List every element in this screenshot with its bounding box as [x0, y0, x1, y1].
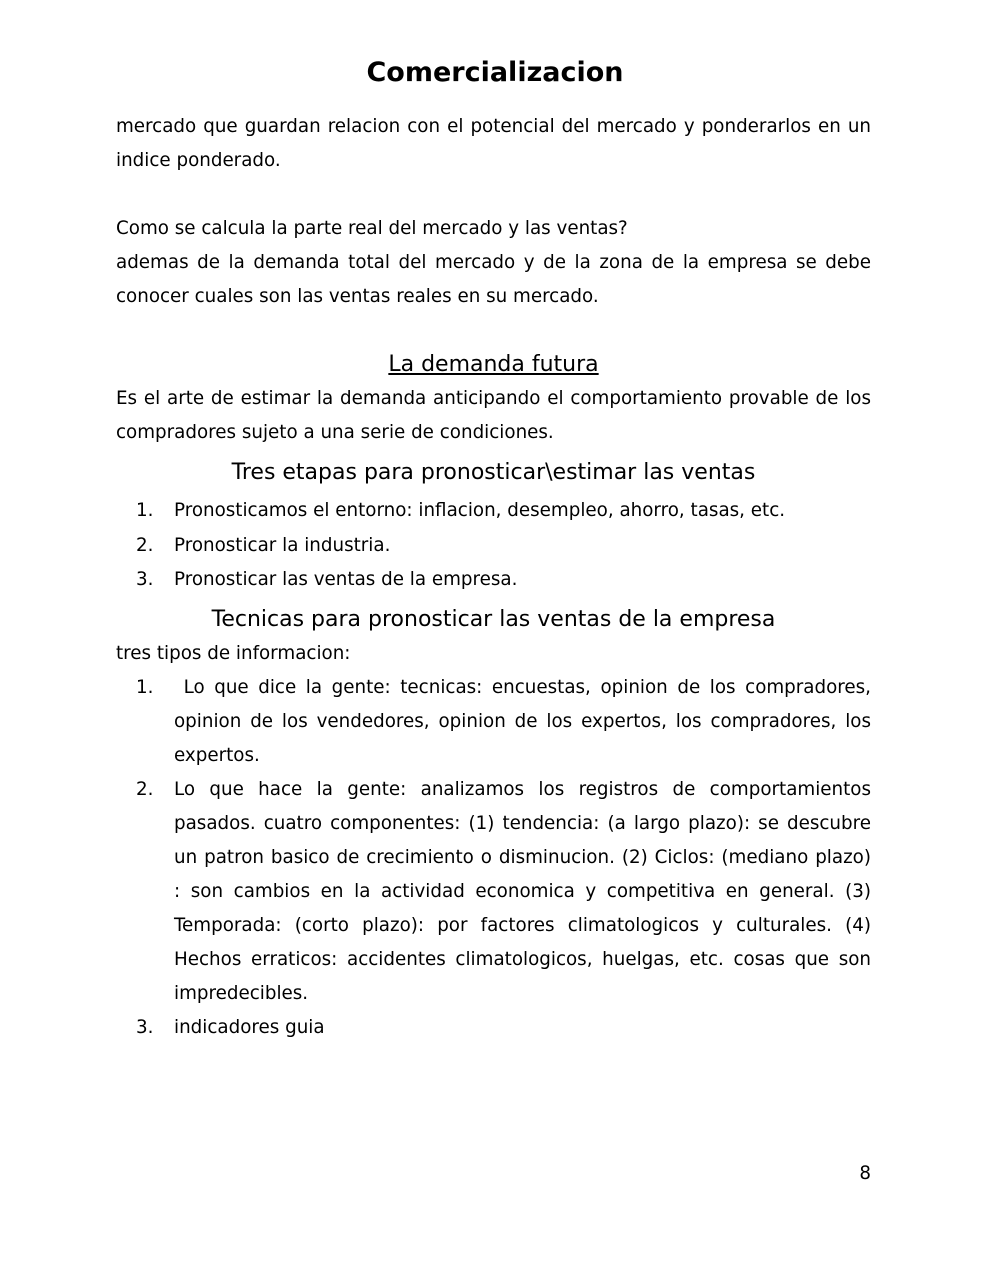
section-heading-tecnicas: Tecnicas para pronosticar las ventas de la empresa	[211, 607, 776, 632]
page-number: 8	[859, 1163, 871, 1184]
section-heading-demanda	[116, 350, 871, 380]
intro-paragraph: mercado que guardan relacion con el potencial del mercado y ponderarlos en un indice ponderado.	[116, 116, 871, 171]
list-item-number: 3.	[136, 569, 154, 590]
list-item-number: 2.	[136, 535, 154, 556]
list-item-text: Pronosticamos el entorno: inflacion, desempleo, ahorro, tasas, etc.	[174, 500, 786, 521]
question-paragraph: Como se calcula la parte real del mercado y las ventas?	[116, 218, 628, 239]
list-item-number: 2.	[136, 779, 154, 800]
list-item-text: Lo que hace la gente: analizamos los registros de comportamientos pasados. cuatro componentes: (1) tendencia: (a largo plazo): se descubre un patron basico de crecimiento o disminucion. (2) Ciclos: (mediano plazo) : son cambios en la actividad economica y competitiva en general. (3) Temporada: (corto plazo): por factores climatologicos y culturales. (4) Hechos erraticos: accidentes climatologicos, huelgas, etc. cosas que son impredecibles.	[174, 779, 871, 1004]
tecnicas-list	[116, 671, 877, 1045]
list-item-text: Lo que dice la gente: tecnicas: encuestas, opinion de los compradores, opinion de los vendedores, opinion de los expertos, los compradores, los expertos.	[174, 677, 877, 766]
page-title: Comercializacion	[366, 57, 624, 88]
list-item	[116, 1011, 871, 1045]
demanda-paragraph: Es el arte de estimar la demanda anticipando el comportamiento provable de los compradores sujeto a una serie de condiciones.	[116, 388, 871, 443]
answer-paragraph: ademas de la demanda total del mercado y de la zona de la empresa se debe conocer cuales son las ventas reales en su mercado.	[116, 252, 871, 307]
list-item-number: 1.	[136, 677, 154, 698]
tecnicas-intro: tres tipos de informacion:	[116, 643, 351, 664]
list-item	[116, 529, 871, 563]
list-item	[116, 494, 871, 528]
list-item-number: 1.	[136, 500, 154, 521]
list-item	[116, 773, 871, 1011]
section-heading-demanda-text: La demanda futura	[388, 352, 599, 377]
paragraph-gap	[116, 178, 871, 212]
list-item-text: indicadores guia	[174, 1017, 325, 1038]
section-heading-etapas: Tres etapas para pronosticar\estimar las ventas	[231, 460, 756, 485]
paragraph-gap	[116, 314, 871, 348]
list-item-text: Pronosticar las ventas de la empresa.	[174, 569, 518, 590]
list-item	[116, 671, 877, 773]
document-body	[116, 110, 877, 1045]
list-item-number: 3.	[136, 1017, 154, 1038]
etapas-list	[116, 494, 871, 597]
list-item-text: Pronosticar la industria.	[174, 535, 391, 556]
list-item	[116, 563, 871, 597]
